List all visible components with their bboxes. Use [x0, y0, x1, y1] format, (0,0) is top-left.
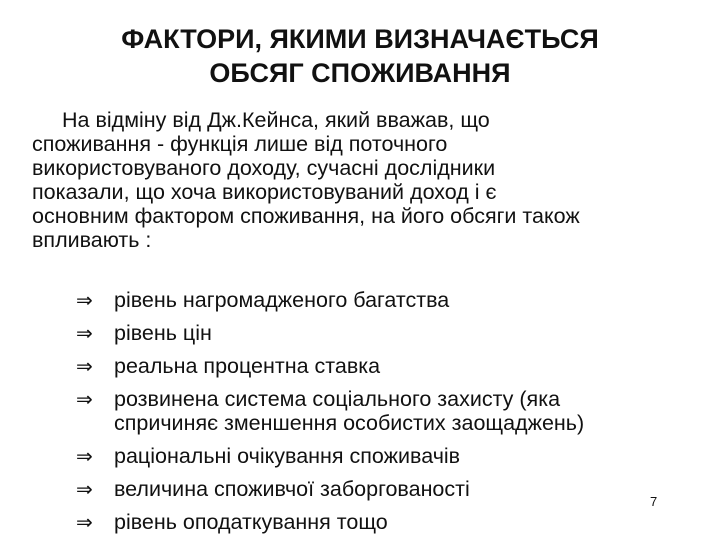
title-line-1: ФАКТОРИ, ЯКИМИ ВИЗНАЧАЄТЬСЯ: [121, 24, 599, 54]
paragraph-line: споживання - функція лише від поточного: [32, 132, 448, 156]
factor-list-item: [76, 444, 706, 468]
factor-list-item: [76, 288, 706, 312]
implies-arrow-icon: ⇒: [76, 321, 93, 345]
paragraph-line: використовуваного доходу, сучасні дослідники: [32, 156, 496, 180]
factor-list-item: [76, 354, 706, 378]
page-number: 7: [650, 494, 658, 509]
paragraph-line: основним фактором споживання, на його обсяги також: [32, 204, 580, 228]
implies-arrow-icon: ⇒: [76, 387, 93, 411]
paragraph-line: показали, що хоча використовуваний доход і є: [32, 180, 497, 204]
implies-arrow-icon: ⇒: [76, 288, 93, 312]
slide-title: [0, 22, 720, 90]
factor-list-item-text: величина споживчої заборгованості: [114, 477, 470, 501]
factor-list-item-text: рівень нагромадженого багатства: [114, 288, 450, 312]
implies-arrow-icon: ⇒: [76, 354, 93, 378]
title-line-2: ОБСЯГ СПОЖИВАННЯ: [209, 58, 511, 88]
factor-list: [76, 288, 706, 540]
factor-list-item-text: раціональні очікування споживачів: [114, 444, 461, 468]
factor-list-item: [76, 321, 706, 345]
factor-list-item-text: рівень цін: [114, 321, 212, 345]
implies-arrow-icon: ⇒: [76, 510, 93, 534]
factor-list-item-text: спричиняє зменшення особистих заощаджень): [114, 411, 585, 435]
factor-list-item-text: розвинена система соціального захисту (яка: [114, 387, 561, 411]
paragraph-line: На відміну від Дж.Кейнса, який вважав, що: [62, 108, 490, 132]
intro-paragraph: [32, 108, 702, 252]
implies-arrow-icon: ⇒: [76, 477, 93, 501]
factor-list-item-text: рівень оподаткування тощо: [114, 510, 388, 534]
factor-list-item-text: реальна процентна ставка: [114, 354, 381, 378]
factor-list-item: [76, 510, 706, 534]
factor-list-item: [76, 477, 706, 501]
factor-list-item: [76, 387, 706, 435]
paragraph-line: впливають :: [32, 228, 152, 252]
implies-arrow-icon: ⇒: [76, 444, 93, 468]
